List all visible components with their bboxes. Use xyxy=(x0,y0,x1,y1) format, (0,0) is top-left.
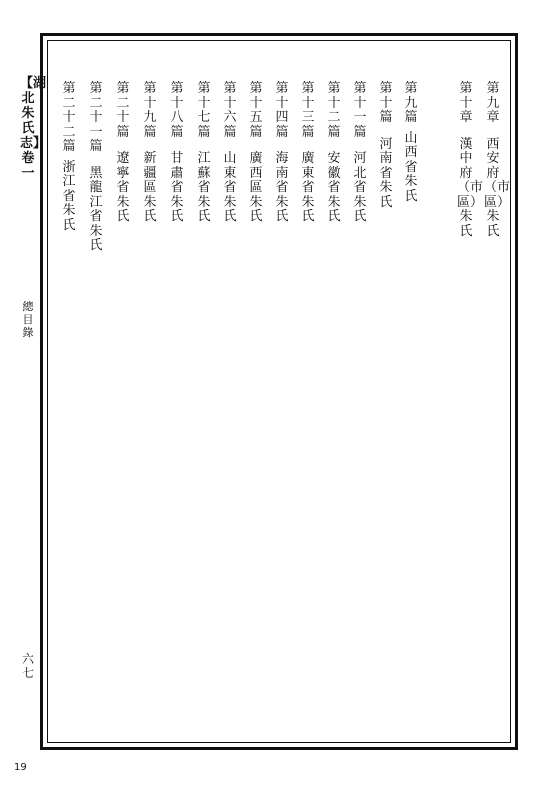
toc-entry xyxy=(377,82,395,210)
toc-entry xyxy=(114,82,132,225)
entry-name: 安徽省朱氏 xyxy=(327,151,341,224)
entry-name: 廣西區朱氏 xyxy=(249,151,263,224)
toc-entry xyxy=(299,82,317,225)
entry-number: 第二十二篇 xyxy=(62,81,76,154)
section-label: 總目錄 xyxy=(22,300,34,339)
toc-entry xyxy=(221,82,239,225)
entry-name: 漢中府（市區）朱氏 xyxy=(457,136,484,239)
entry-name: 甘肅省朱氏 xyxy=(170,151,184,224)
entry-name: 遼寧省朱氏 xyxy=(116,151,130,224)
entry-name: 廣東省朱氏 xyxy=(301,151,315,224)
toc-entry xyxy=(60,82,78,233)
entry-name: 山東省朱氏 xyxy=(223,151,237,224)
entry-number: 第十四篇 xyxy=(275,81,289,140)
entry-name: 山西省朱氏 xyxy=(404,130,418,204)
entry-name: 江蘇省朱氏 xyxy=(197,151,211,224)
entry-number: 第十五篇 xyxy=(249,81,263,140)
page-number: 19 xyxy=(14,762,27,773)
toc-entry xyxy=(273,82,291,225)
entry-number: 第十六篇 xyxy=(223,81,237,140)
entry-number: 第十八篇 xyxy=(170,81,184,140)
entry-number: 第九章 xyxy=(486,81,500,125)
toc-entry xyxy=(195,82,213,225)
entry-name: 河北省朱氏 xyxy=(353,151,367,224)
toc-entry xyxy=(457,81,484,239)
entry-number: 第十章 xyxy=(459,81,473,125)
entry-name: 海南省朱氏 xyxy=(275,151,289,224)
entry-number: 第十一篇 xyxy=(353,81,367,140)
entry-number: 第十七篇 xyxy=(197,81,211,140)
entry-number: 第九篇 xyxy=(404,81,418,125)
entry-name: 西安府（市區）朱氏 xyxy=(484,136,511,239)
toc-entry xyxy=(247,82,265,225)
entry-number: 第二十篇 xyxy=(116,81,130,140)
toc-entry xyxy=(168,82,186,225)
toc-entry xyxy=(325,82,343,225)
entry-number: 第二十一篇 xyxy=(89,81,103,154)
entry-number: 第十三篇 xyxy=(301,81,315,140)
entry-name: 新疆區朱氏 xyxy=(143,151,157,224)
entry-name: 浙江省朱氏 xyxy=(62,159,76,233)
entry-number: 第十九篇 xyxy=(143,81,157,140)
entry-name: 河南省朱氏 xyxy=(379,136,393,210)
toc-entry xyxy=(351,82,369,225)
entry-number: 第十二篇 xyxy=(327,81,341,140)
toc-entry xyxy=(87,82,105,254)
entry-name: 黑龍江省朱氏 xyxy=(89,165,103,253)
toc-entry xyxy=(484,81,511,239)
entry-number: 第十篇 xyxy=(379,81,393,125)
chinese-page-number: 六七 xyxy=(21,652,34,680)
running-title: 【湖北朱氏志】卷一 xyxy=(20,76,47,181)
toc-entry xyxy=(402,82,420,204)
toc-entry xyxy=(141,82,159,225)
